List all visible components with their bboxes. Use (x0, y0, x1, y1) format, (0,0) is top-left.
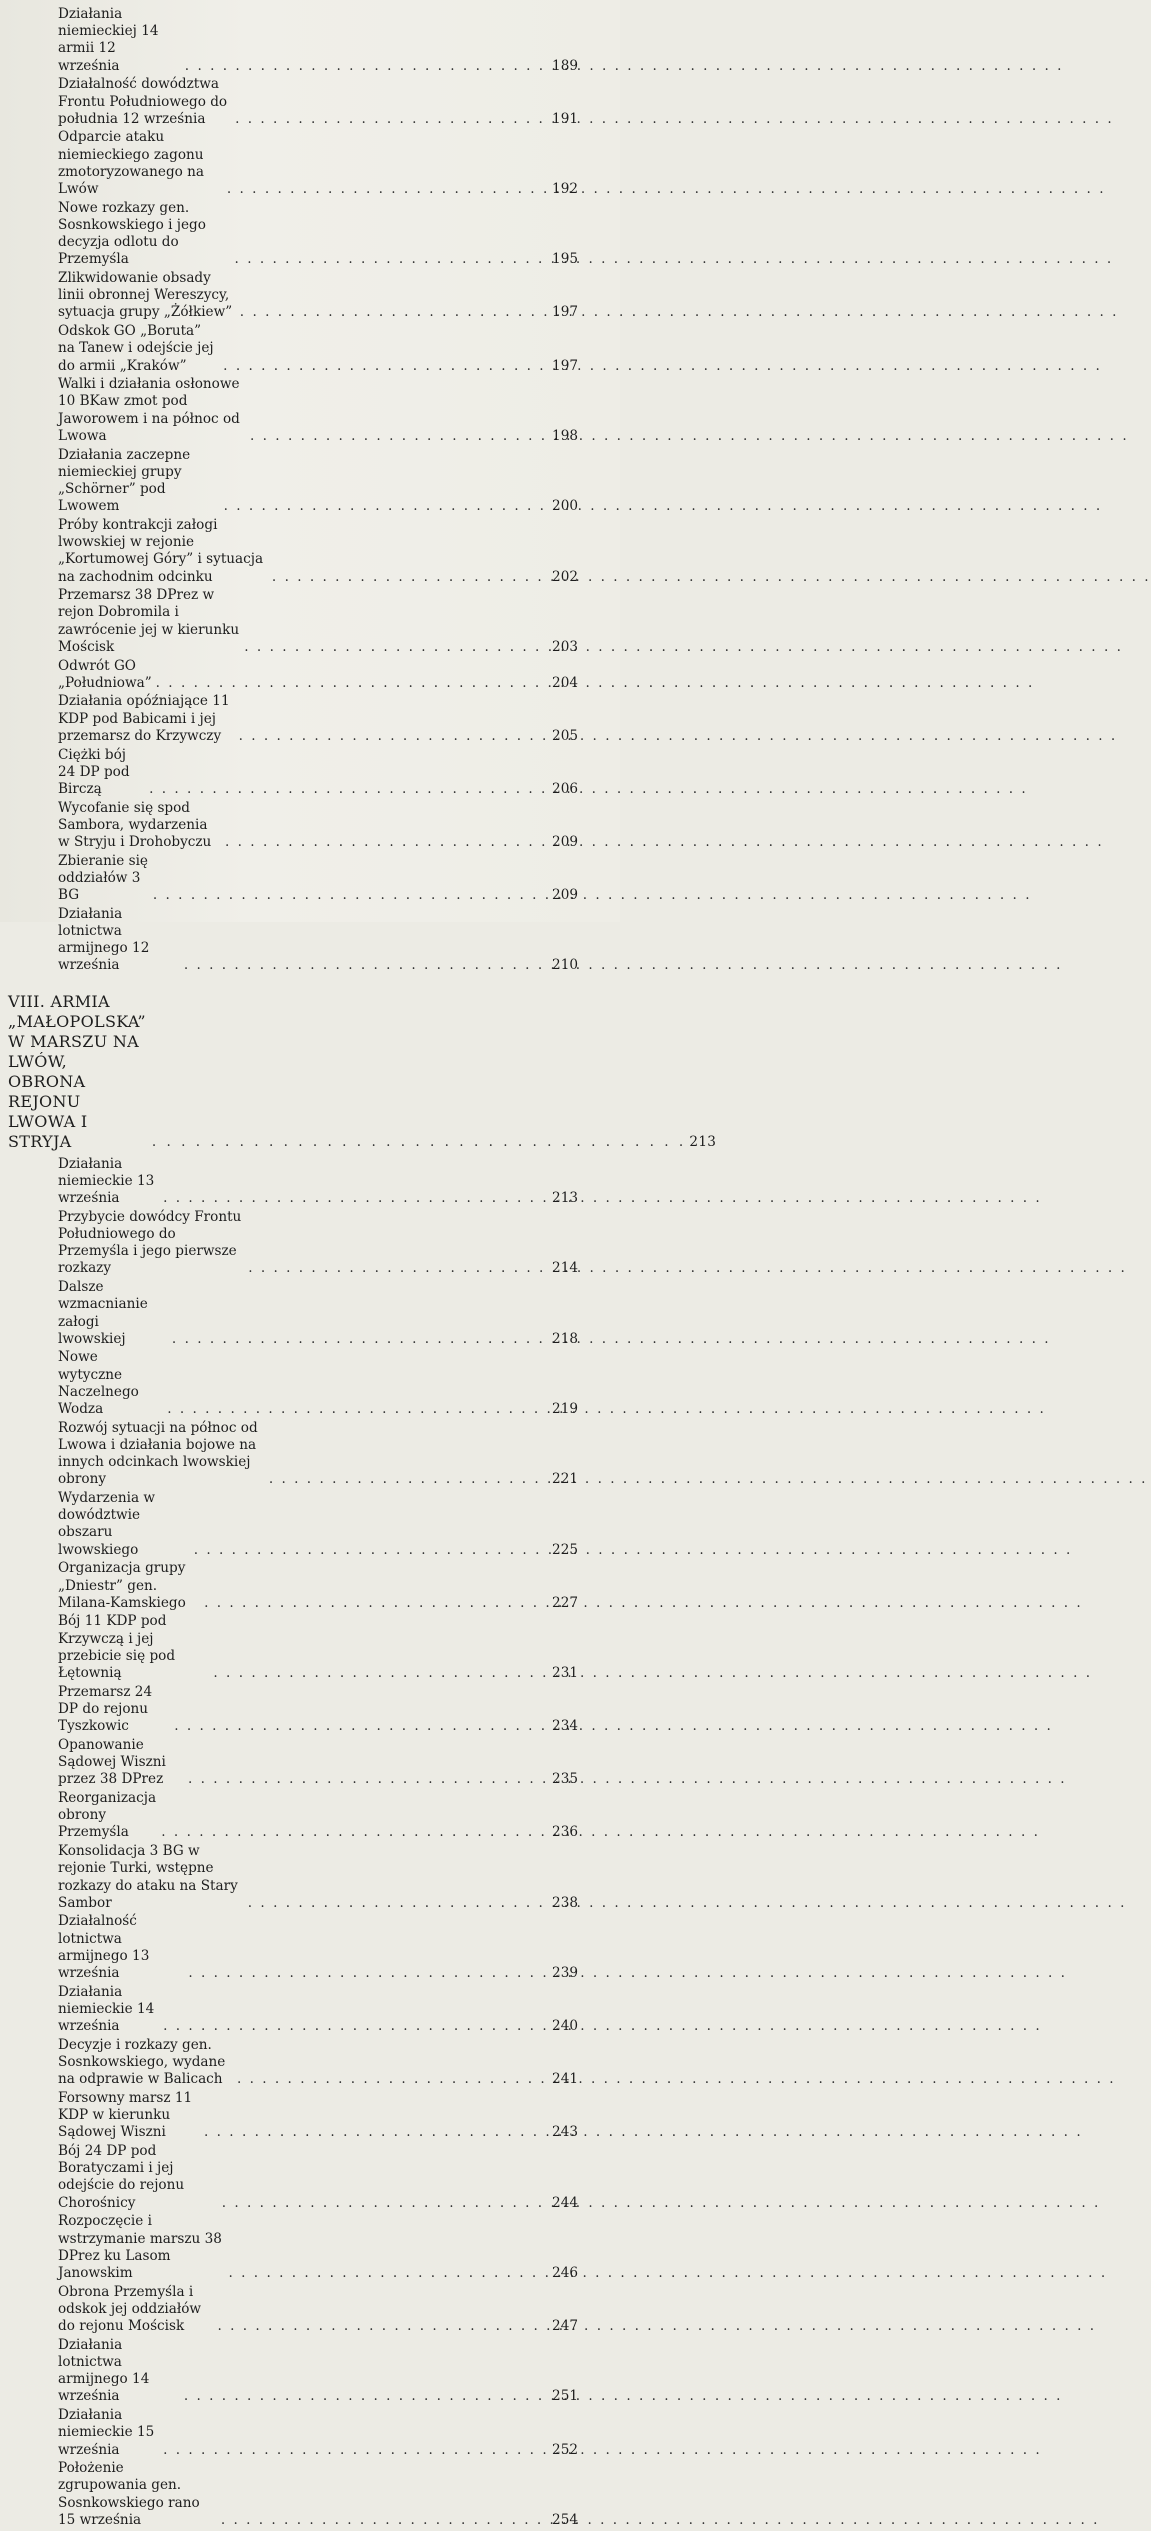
toc-entry (58, 376, 578, 445)
toc-entry-title: Odwrót GO „Południowa” (58, 657, 152, 691)
toc-entry-page-number: 210 (552, 957, 578, 974)
toc-entry-title: Zbieranie się oddziałów 3 BG (58, 852, 148, 904)
toc-entry-title: Walki i działania osłonowe 10 BKaw zmot pod Jaworowem i na północ od Lwowa (58, 376, 240, 444)
leader-dots (244, 1260, 548, 1277)
leader-dots (180, 957, 548, 974)
toc-entry-page-number: 221 (552, 1471, 578, 1488)
toc-entry-page-number: 244 (552, 2194, 578, 2211)
leader-dots (184, 1965, 548, 1982)
toc-entry-page-number: 195 (552, 251, 578, 268)
toc-entry-title: Działania lotnictwa armijnego 14 września (58, 2336, 150, 2405)
toc-entry-page-number: 205 (552, 727, 578, 744)
toc-entry (58, 906, 578, 975)
leader-dots (200, 2124, 548, 2141)
toc-entry-title: Działalność lotnictwa armijnego 13 września (58, 1913, 150, 1982)
toc-entry-title: Działania niemieckiej 14 armii 12 września (58, 6, 159, 74)
toc-entry (58, 2090, 578, 2142)
leader-dots (240, 639, 548, 656)
leader-dots (209, 1665, 548, 1682)
leader-dots (219, 358, 548, 375)
toc-entry-page-number: 234 (552, 1718, 578, 1735)
leader-dots (159, 2018, 548, 2035)
leader-dots (235, 728, 548, 745)
toc-entry-page-number: 225 (552, 1541, 578, 1558)
toc-entry-title: Przybycie dowódcy Frontu Południowego do Przemyśla i jego pierwsze rozkazy (58, 1208, 242, 1277)
toc-entry (58, 800, 578, 852)
toc-entry-page-number: 192 (552, 181, 578, 198)
toc-entry-title: Działania niemieckie 14 września (58, 1983, 155, 2035)
toc-entry-title: Bój 24 DP pod Boratyczami i jej odejście do rejonu Chorośnicy (58, 2143, 185, 2211)
chapter-page-number: 213 (689, 1133, 717, 1150)
leader-dots (170, 1718, 548, 1735)
toc-entry-page-number: 239 (552, 1965, 578, 1982)
toc-entry (58, 1984, 578, 2036)
leader-dots (218, 2195, 548, 2212)
leader-dots (236, 304, 548, 321)
toc-entry (58, 1560, 578, 1612)
toc-entry-title: Zlikwidowanie obsady linii obronnej Wereszycy, sytuacja grupy „Żółkiew” (58, 270, 233, 321)
toc-entry (58, 323, 578, 375)
toc-entry-page-number: 219 (552, 1401, 578, 1418)
leader-dots (268, 569, 548, 586)
toc-entry-page-number: 251 (552, 2388, 578, 2405)
toc-entry-page-number: 209 (552, 887, 578, 904)
toc-entry-page-number: 197 (552, 304, 578, 321)
toc-entry-title: Bój 11 KDP pod Krzywczą i jej przebicie się pod Łętownią (58, 1613, 176, 1682)
toc-entry (58, 1613, 578, 1682)
toc-section-a (58, 6, 578, 975)
toc-entry-page-number: 197 (552, 357, 578, 374)
toc-entry-title: Rozpoczęcie i wstrzymanie marszu 38 DPrez ku Lasom Janowskim (58, 2213, 222, 2281)
chapter-heading (8, 991, 717, 1152)
leader-dots (152, 675, 548, 692)
toc-entry-page-number: 218 (552, 1330, 578, 1347)
leader-dots (180, 2388, 548, 2405)
leader-dots (159, 2442, 548, 2459)
toc-entry-page-number: 246 (552, 2264, 578, 2281)
toc-entry-title: Działania niemieckie 15 września (58, 2407, 155, 2458)
leader-dots (246, 428, 548, 445)
toc-entry-title: Wydarzenia w dowództwie obszaru lwowskiego (58, 1490, 156, 1558)
toc-entry-page-number: 209 (552, 834, 578, 851)
toc-entry-page-number: 213 (552, 1190, 578, 1207)
toc-entry-page-number: 235 (552, 1771, 578, 1788)
leader-dots (217, 2512, 548, 2529)
toc-entry-page-number: 214 (552, 1260, 578, 1277)
toc-entry-page-number: 189 (552, 57, 578, 74)
leader-dots (190, 1542, 548, 1559)
leader-dots (146, 1132, 686, 1152)
leader-dots (145, 781, 548, 798)
toc-entry (58, 2143, 578, 2212)
toc-entry-page-number: 238 (552, 1894, 578, 1911)
toc-entry (58, 2460, 578, 2529)
toc-entry (58, 2337, 578, 2406)
toc-entry-page-number: 202 (552, 568, 578, 585)
table-of-contents (8, 6, 717, 2531)
toc-entry-title: Działania zaczepne niemieckiej grupy „Schörner” pod Lwowem (58, 446, 191, 515)
toc-entry-page-number: 191 (552, 110, 578, 127)
toc-entry-title: Organizacja grupy „Dniestr” gen. Milana-Kamskiego (58, 1560, 186, 1611)
toc-entry (58, 1913, 578, 1982)
toc-entry (58, 1349, 578, 1418)
toc-entry (58, 517, 578, 586)
toc-entry-page-number: 198 (552, 427, 578, 444)
toc-entry-title: Obrona Przemyśla i odskok jej oddziałów do rejonu Mościsk (58, 2283, 202, 2335)
toc-entry (58, 2284, 578, 2336)
toc-entry-page-number: 254 (552, 2511, 578, 2528)
toc-entry-title: Konsolidacja 3 BG w rejonie Turki, wstępne rozkazy do ataku na Stary Sambor (58, 1843, 238, 1911)
leader-dots (244, 1895, 548, 1912)
toc-entry-page-number: 241 (552, 2071, 578, 2088)
leader-dots (184, 1771, 548, 1788)
toc-entry (58, 2213, 578, 2282)
toc-entry-title: Położenie zgrupowania gen. Sosnkowskiego rano 15 września (58, 2460, 200, 2528)
leader-dots (225, 2265, 548, 2282)
leader-dots (168, 1331, 548, 1348)
toc-entry-title: Reorganizacja obrony Przemyśla (58, 1789, 157, 1841)
toc-entry-page-number: 231 (552, 1665, 578, 1682)
toc-section-b (58, 1156, 578, 2529)
leader-dots (265, 1471, 548, 1488)
toc-entry-title: Działania niemieckie 13 września (58, 1155, 155, 1207)
toc-entry-title: Decyzje i rozkazy gen. Sosnkowskiego, wydane na odprawie w Balicach (58, 2036, 226, 2088)
toc-entry (58, 270, 578, 322)
toc-entry-title: Odskok GO „Boruta” na Tanew i odejście jej do armii „Kraków” (58, 323, 214, 374)
leader-dots (149, 887, 548, 904)
toc-entry-page-number: 247 (552, 2318, 578, 2335)
toc-entry (58, 2407, 578, 2459)
toc-entry (58, 2037, 578, 2089)
toc-entry-page-number: 240 (552, 2018, 578, 2035)
toc-entry (58, 447, 578, 516)
toc-entry (58, 129, 578, 198)
toc-entry-page-number: 227 (552, 1594, 578, 1611)
toc-entry-title: Forsowny marsz 11 KDP w kierunku Sądowej Wiszni (58, 2089, 193, 2141)
toc-entry-title: Próby kontrakcji załogi lwowskiej w rejonie „Kortumowej Góry” i sytuacja na zachodnim odcinku (58, 516, 264, 585)
toc-entry (58, 1790, 578, 1842)
toc-entry-title: Odparcie ataku niemieckiego zagonu zmotoryzowanego na Lwów (58, 129, 205, 198)
toc-entry-page-number: 204 (552, 674, 578, 691)
toc-entry-title: Nowe wytyczne Naczelnego Wodza (58, 1349, 139, 1418)
chapter-title: VIII. ARMIA „MAŁOPOLSKA” W MARSZU NA LWÓW, OBRONA REJONU LWOWA I STRYJA (8, 991, 146, 1151)
toc-entry-page-number: 203 (552, 638, 578, 655)
toc-entry-title: Dalsze wzmacnianie załogi lwowskiej (58, 1279, 148, 1347)
leader-dots (163, 1401, 548, 1418)
toc-entry (58, 76, 578, 128)
toc-entry (58, 747, 578, 799)
toc-entry (58, 1684, 578, 1736)
leader-dots (159, 1190, 548, 1207)
toc-entry-page-number: 200 (552, 498, 578, 515)
toc-entry (58, 1420, 578, 1489)
toc-entry-title: Działalność dowództwa Frontu Południowego do południa 12 września (58, 76, 228, 127)
leader-dots (223, 181, 548, 198)
toc-entry-title: Przemarsz 38 DPrez w rejon Dobromila i zawrócenie jej w kierunku Mościsk (58, 587, 240, 655)
toc-entry-title: Działania lotnictwa armijnego 12 września (58, 905, 150, 974)
toc-entry-title: Nowe rozkazy gen. Sosnkowskiego i jego decyzja odlotu do Przemyśla (58, 199, 206, 268)
toc-entry (58, 1279, 578, 1348)
toc-entry-title: Wycofanie się spod Sambora, wydarzenia w Stryju i Drohobyczu (58, 799, 212, 851)
leader-dots (231, 111, 548, 128)
leader-dots (221, 834, 548, 851)
toc-entry-title: Opanowanie Sądowej Wiszni przez 38 DPrez (58, 1736, 166, 1788)
toc-entry (58, 693, 578, 745)
toc-entry-page-number: 243 (552, 2124, 578, 2141)
leader-dots (157, 1824, 548, 1841)
toc-entry (58, 1843, 578, 1912)
toc-entry (58, 587, 578, 656)
leader-dots (200, 1595, 548, 1612)
leader-dots (181, 58, 548, 75)
toc-entry (58, 1156, 578, 1208)
toc-entry-page-number: 252 (552, 2441, 578, 2458)
toc-entry (58, 658, 578, 692)
leader-dots (231, 251, 548, 268)
leader-dots (213, 2318, 548, 2335)
toc-entry (58, 200, 578, 269)
toc-entry (58, 853, 578, 905)
toc-entry (58, 1737, 578, 1789)
toc-entry (58, 1490, 578, 1559)
toc-entry-page-number: 206 (552, 780, 578, 797)
toc-entry (58, 1209, 578, 1278)
toc-entry (58, 6, 578, 75)
leader-dots (220, 498, 548, 515)
leader-dots (233, 2071, 548, 2088)
toc-entry-title: Ciężki bój 24 DP pod Birczą (58, 746, 130, 797)
toc-entry-title: Rozwój sytuacji na północ od Lwowa i działania bojowe na innych odcinkach lwowskiej obrony (58, 1419, 258, 1488)
toc-entry-page-number: 236 (552, 1824, 578, 1841)
toc-entry-title: Działania opóźniające 11 KDP pod Babicami i jej przemarsz do Krzywczy (58, 693, 230, 744)
toc-entry-title: Przemarsz 24 DP do rejonu Tyszkowic (58, 1683, 153, 1735)
